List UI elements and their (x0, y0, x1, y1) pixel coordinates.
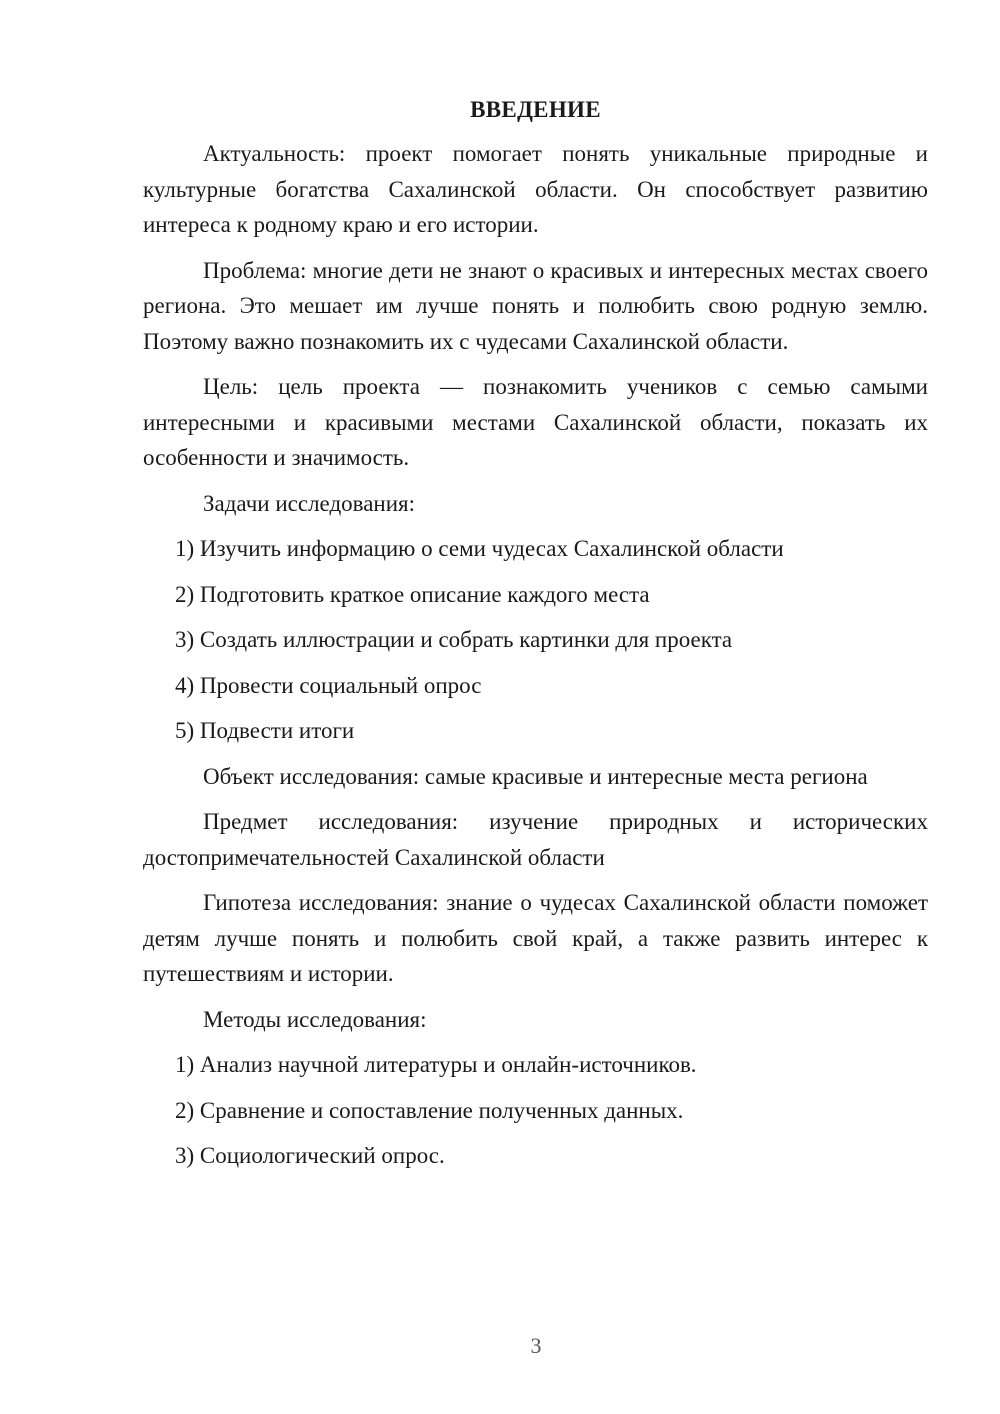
tasks-list (143, 531, 928, 749)
page-title: ВВЕДЕНИЕ (470, 97, 601, 122)
paragraph-relevance: Актуальность: проект помогает понять уникальные природные и культурные богатства Сахалинской области. Он способствует развитию интереса к родному краю и его истории. (143, 141, 928, 237)
list-item: 4) Провести социальный опрос (175, 672, 482, 698)
paragraph-goal: Цель: цель проекта — познакомить учеников с семью самыми интересными и красивыми местами Сахалинской области, показать их особенности и значимость. (143, 374, 928, 470)
list-item: 1) Анализ научной литературы и онлайн-источников. (175, 1052, 697, 1077)
list-item: 1) Изучить информацию о семи чудесах Сахалинской области (175, 536, 784, 561)
paragraph-hypothesis: Гипотеза исследования: знание о чудесах Сахалинской области поможет детям лучше понять и полюбить свой край, а также развить интерес к путешествиям и истории. (143, 890, 928, 986)
paragraph-problem: Проблема: многие дети не знают о красивых и интересных местах своего региона. Это мешает им лучше понять и полюбить свою родную землю. Поэтому важно познакомить их с чудесами Сахалинской области. (143, 257, 928, 354)
paragraph-subject: Предмет исследования: изучение природных и исторических достопримечательностей Сахалинской области (143, 809, 928, 870)
list-item: 3) Социологический опрос. (175, 1143, 445, 1168)
list-item: 2) Подготовить краткое описание каждого места (175, 581, 650, 607)
list-item: 2) Сравнение и сопоставление полученных данных. (175, 1097, 684, 1123)
methods-heading: Методы исследования: (203, 1006, 427, 1032)
methods-list (143, 1047, 928, 1174)
list-item: 3) Создать иллюстрации и собрать картинки для проекта (175, 627, 733, 652)
document-body (143, 92, 928, 1184)
tasks-heading: Задачи исследования: (203, 490, 416, 516)
paragraph-object: Объект исследования: самые красивые и интересные места региона (203, 763, 868, 789)
list-item: 5) Подвести итоги (175, 718, 355, 743)
page-number: 3 (530, 1333, 542, 1358)
